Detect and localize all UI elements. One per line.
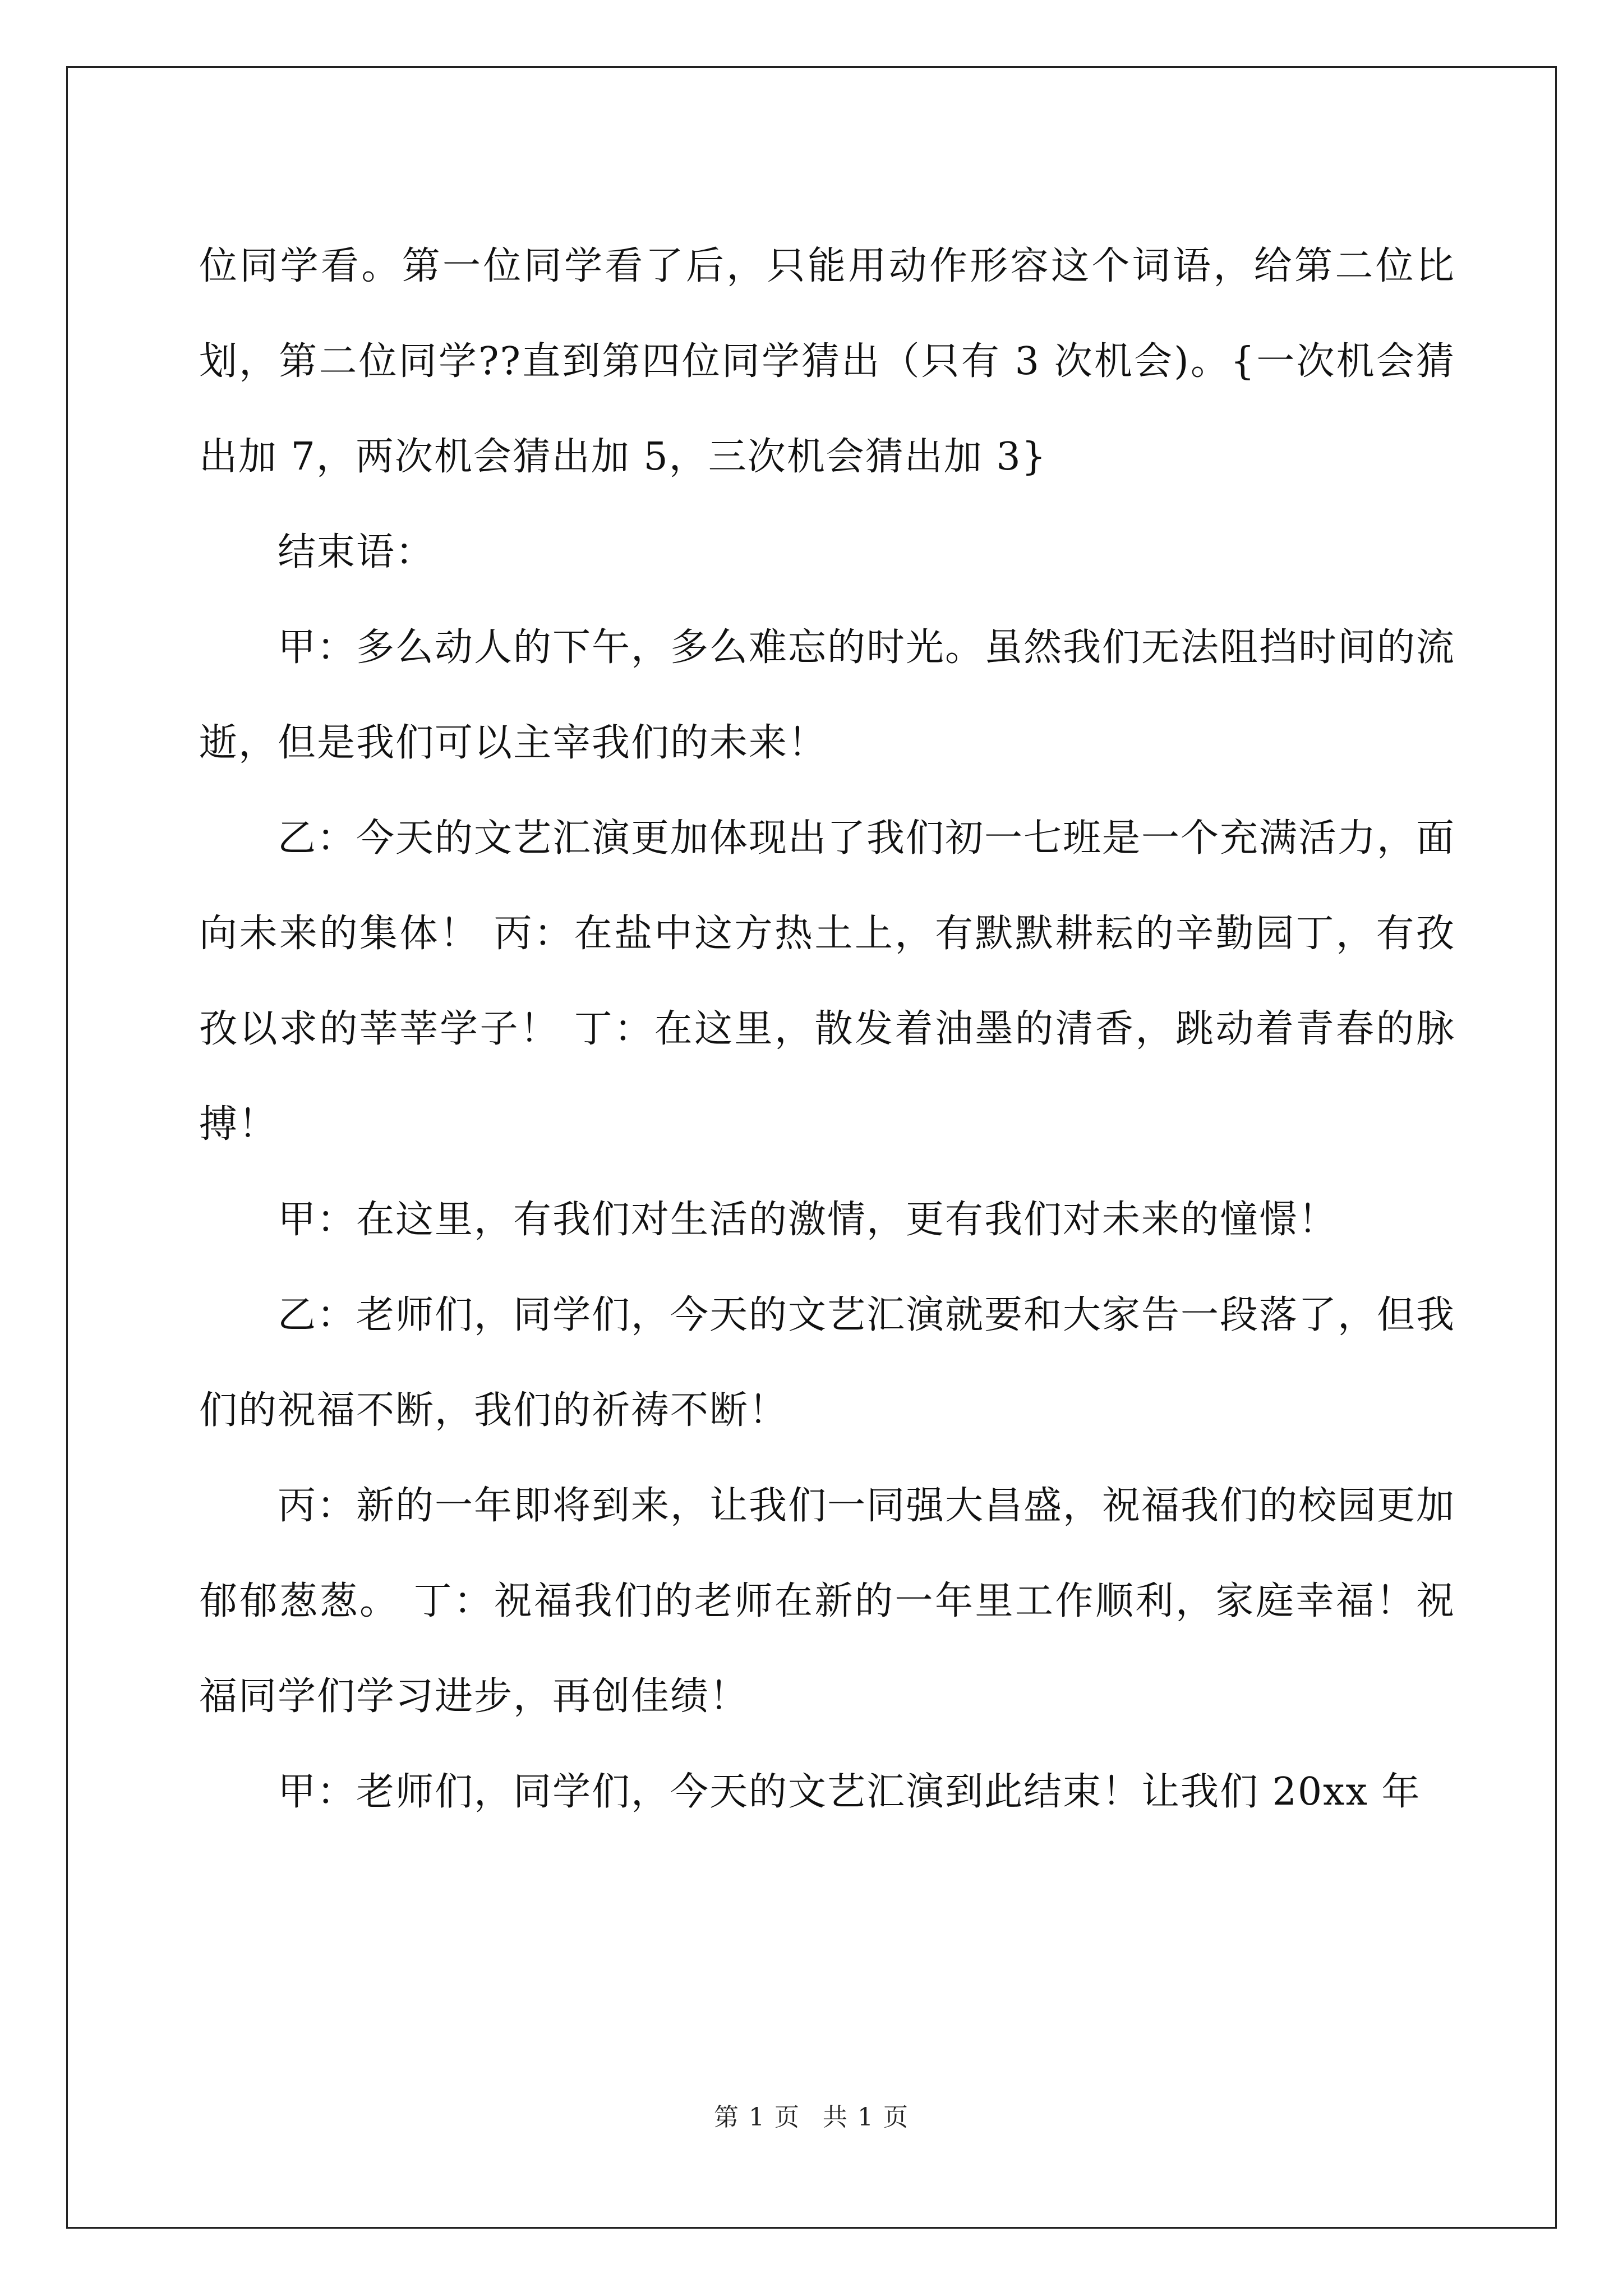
- paragraph-6: 乙：老师们，同学们，今天的文艺汇演就要和大家告一段落了，但我们的祝福不断，我们的祈祷不断！: [199, 1293, 1456, 1433]
- paragraph-8: 甲：老师们，同学们，今天的文艺汇演到此结束！让我们 20xx 年: [278, 1770, 1421, 1814]
- paragraph-7: 丙：新的一年即将到来，让我们一同强大昌盛，祝福我们的校园更加郁郁葱葱。 丁：祝福我们的老师在新的一年里工作顺利，家庭幸福！祝福同学们学习进步，再创佳绩！: [199, 1484, 1456, 1719]
- page-total: 共 1 页: [823, 2103, 909, 2132]
- paragraph-5: 甲：在这里，有我们对生活的激情，更有我们对未来的憧憬！: [278, 1198, 1338, 1242]
- page-footer: [0, 2097, 1623, 2133]
- paragraph-2: 结束语：: [278, 530, 435, 574]
- document-body: [199, 219, 1455, 1840]
- paragraph-4: 乙：今天的文艺汇演更加体现出了我们初一七班是一个充满活力，面向未来的集体！ 丙：在盐中这方热土上，有默默耕耘的辛勤园丁，有孜孜以求的莘莘学子！ 丁：在这里，散发着油墨的清香，跳动着青春的脉搏！: [199, 816, 1456, 1147]
- page-number: 第 1 页: [714, 2103, 800, 2132]
- paragraph-1: 位同学看。第一位同学看了后，只能用动作形容这个词语，给第二位比划，第二位同学??直到第四位同学猜出（只有 3 次机会)。{一次机会猜出加 7，两次机会猜出加 5，三次机会猜出加 3}: [199, 244, 1455, 479]
- paragraph-3: 甲：多么动人的下午，多么难忘的时光。虽然我们无法阻挡时间的流逝，但是我们可以主宰我们的未来！: [199, 625, 1456, 765]
